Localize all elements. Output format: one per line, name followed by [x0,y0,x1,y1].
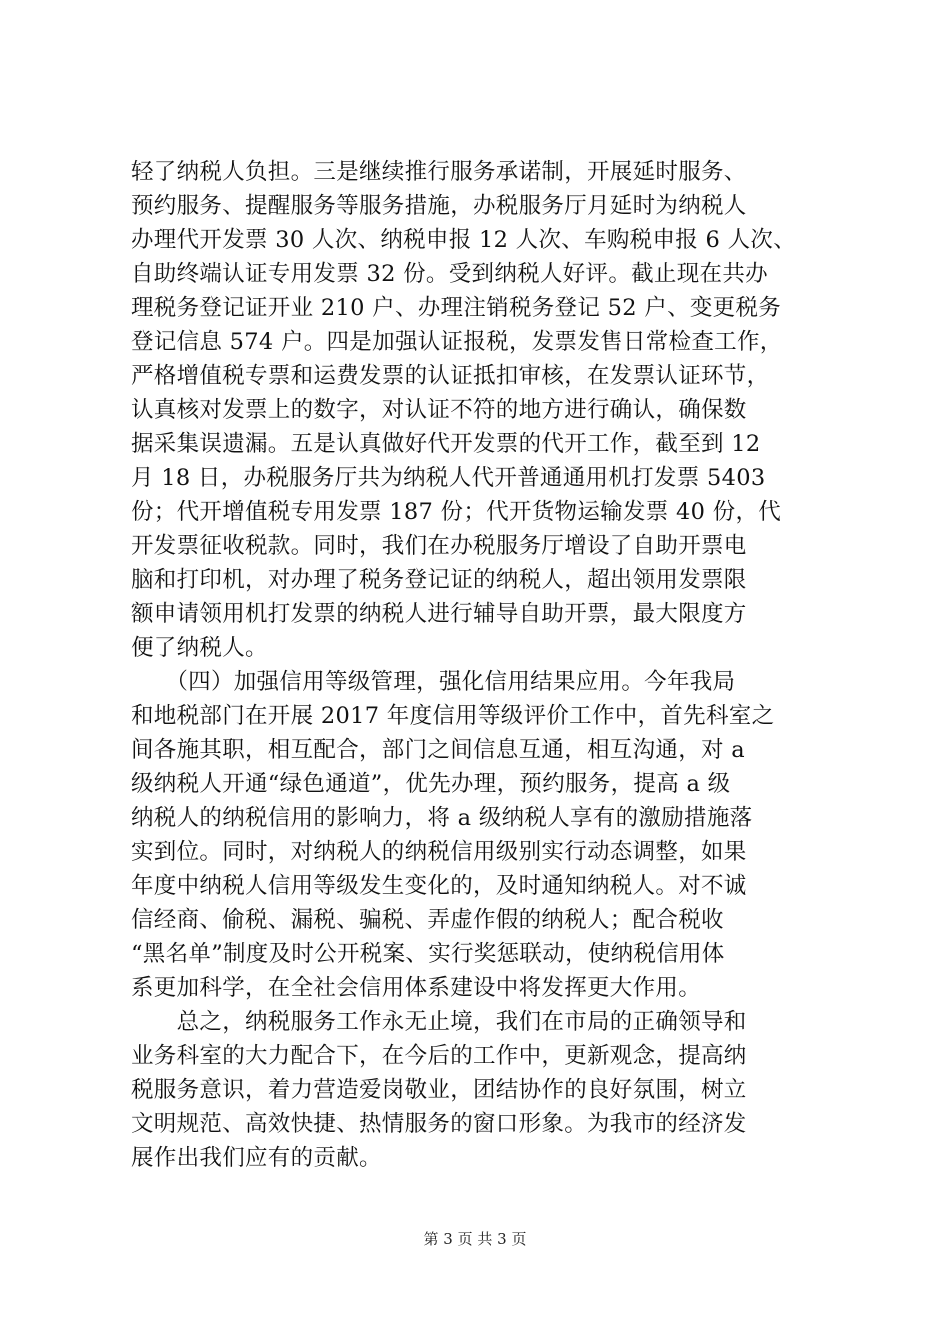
text-line: 理税务登记证开业 210 户、办理注销税务登记 52 户、变更税务 [131,295,782,321]
text-line: 年度中纳税人信用等级发生变化的，及时通知纳税人。对不诚 [131,873,747,899]
text-line: 认真核对发票上的数字，对认证不符的地方进行确认，确保数 [131,397,747,423]
text-line: 文明规范、高效快捷、热情服务的窗口形象。为我市的经济发 [131,1111,747,1137]
text-line: 实到位。同时，对纳税人的纳税信用级别实行动态调整，如果 [131,839,747,865]
text-line: 展作出我们应有的贡献。 [131,1145,382,1171]
text-line: 月 18 日，办税服务厅共为纳税人代开普通通用机打发票 5403 [131,465,766,491]
text-line: 业务科室的大力配合下，在今后的工作中，更新观念，提高纳 [131,1043,747,1069]
text-line: 总之，纳税服务工作永无止境，我们在市局的正确领导和 [131,1009,747,1035]
text-line: 税服务意识，着力营造爱岗敬业，团结协作的良好氛围，树立 [131,1077,747,1103]
text-line: 便了纳税人。 [131,635,268,661]
text-line: 份；代开增值税专用发票 187 份；代开货物运输发票 40 份，代 [131,499,782,525]
text-line: 额申请领用机打发票的纳税人进行辅导自助开票，最大限度方 [131,601,747,627]
text-line: 系更加科学，在全社会信用体系建设中将发挥更大作用。 [131,975,702,1001]
text-line: 脑和打印机，对办理了税务登记证的纳税人，超出领用发票限 [131,567,747,593]
text-line: 严格增值税专票和运费发票的认证抵扣审核，在发票认证环节， [131,363,770,389]
text-line: 登记信息 574 户。四是加强认证报税，发票发售日常检查工作， [131,329,783,355]
text-line: 信经商、偷税、漏税、骗税、弄虚作假的纳税人；配合税收 [131,907,724,933]
text-line: 开发票征收税款。同时，我们在办税服务厅增设了自助开票电 [131,533,747,559]
text-line: 轻了纳税人负担。三是继续推行服务承诺制，开展延时服务、 [131,159,747,185]
text-line: 和地税部门在开展 2017 年度信用等级评价工作中，首先科室之 [131,703,775,729]
text-line: （四）加强信用等级管理，强化信用结果应用。今年我局 [131,669,736,695]
body-text [131,155,831,1175]
text-line: 级纳税人开通“绿色通道”，优先办理，预约服务，提高 a 级 [131,771,731,797]
text-line: 间各施其职，相互配合，部门之间信息互通，相互沟通，对 a [131,737,745,763]
text-line: 纳税人的纳税信用的影响力，将 a 级纳税人享有的激励措施落 [131,805,753,831]
page-number-footer: 第 3 页 共 3 页 [423,1230,527,1248]
text-line: “黑名单”制度及时公开税案、实行奖惩联动，使纳税信用体 [131,941,725,967]
text-line: 据采集误遗漏。五是认真做好代开发票的代开工作，截至到 12 [131,431,761,457]
text-line: 自助终端认证专用发票 32 份。受到纳税人好评。截止现在共办 [131,261,768,287]
text-line: 办理代开发票 30 人次、纳税申报 12 人次、车购税申报 6 人次、 [131,227,796,253]
text-line: 预约服务、提醒服务等服务措施，办税服务厅月延时为纳税人 [131,193,747,219]
